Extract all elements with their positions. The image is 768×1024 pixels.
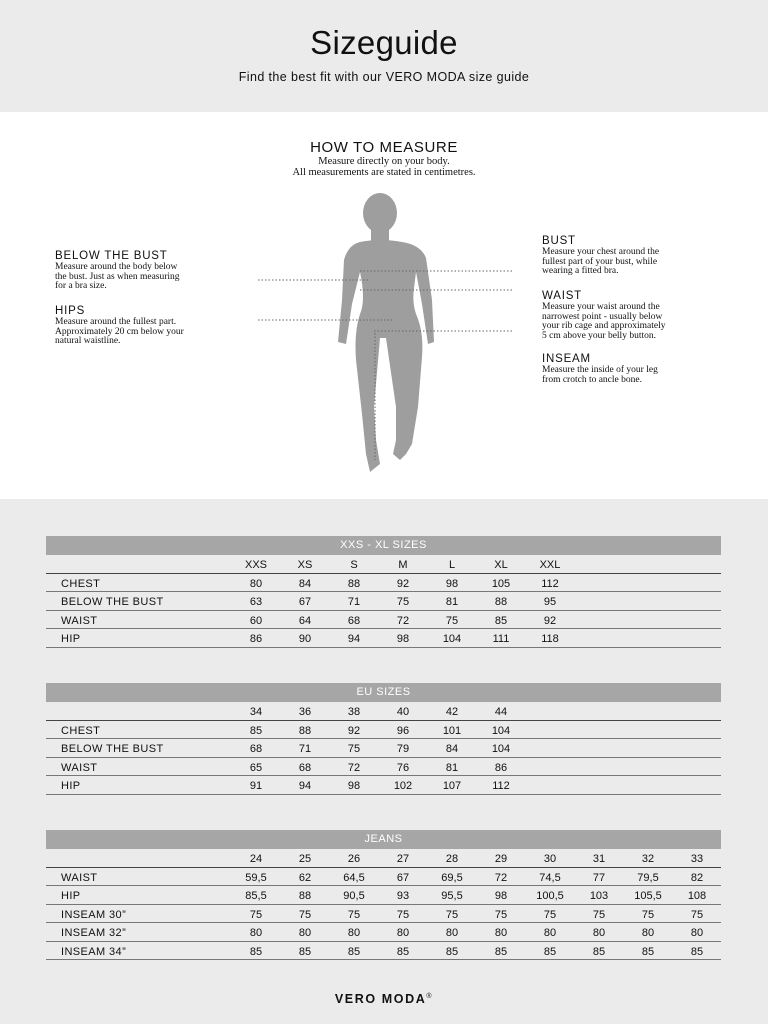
hips-title: HIPS	[55, 305, 86, 317]
table-cell: 85	[494, 945, 508, 958]
table-row	[46, 776, 721, 795]
table-cell: 85	[445, 945, 459, 958]
table-cell: 72	[494, 871, 508, 884]
how-to-measure-intro	[0, 156, 768, 178]
how-to-measure-title: HOW TO MEASURE	[310, 139, 458, 156]
size-header-cell: 31	[592, 853, 606, 865]
table-cell: 85	[249, 724, 263, 737]
table-row	[46, 629, 721, 648]
table-cell: 90	[298, 633, 312, 645]
table-cell: 85	[690, 945, 704, 958]
table-cell: 82	[690, 871, 704, 884]
table-cell: 74,5	[539, 871, 561, 884]
table-cell: 104	[442, 633, 462, 645]
table-cell: 85	[396, 945, 410, 958]
table-cell: 98	[396, 633, 410, 645]
table-cell: 75	[347, 908, 361, 921]
table-cell: 101	[442, 724, 462, 737]
table-cell: 92	[396, 577, 410, 590]
row-label: HIP	[61, 780, 81, 792]
size-header-cell: XS	[297, 559, 313, 571]
table-cell: 104	[491, 724, 511, 737]
bust-title: BUST	[542, 235, 576, 247]
waist-note	[542, 290, 722, 341]
below-bust-note	[55, 250, 235, 292]
row-label: WAIST	[61, 614, 98, 627]
waist-title: WAIST	[542, 290, 582, 302]
size-header-cell: XL	[494, 559, 508, 571]
page-header	[0, 0, 768, 112]
table-cell: 112	[492, 780, 510, 792]
size-header-cell: XXL	[539, 559, 561, 571]
waist-text: Measure your waist around the narrowest point - usually below your rib cage and approximately 5 cm above your belly button.	[542, 302, 666, 341]
body-figure-illustration	[256, 192, 516, 477]
table-cell: 86	[249, 633, 263, 645]
below-bust-text: Measure around the body below the bust. Just as when measuring for a bra size.	[55, 262, 180, 291]
table-cell: 75	[396, 596, 410, 608]
table-cell: 91	[249, 780, 263, 792]
table-cell: 95	[543, 596, 557, 608]
table-cell: 81	[445, 761, 459, 774]
table-row	[46, 868, 721, 887]
table-row	[46, 886, 721, 905]
table-header-row	[46, 555, 721, 574]
brand-footer	[0, 992, 768, 1006]
table-cell: 80	[249, 927, 263, 939]
row-label: CHEST	[61, 577, 101, 590]
table-cell: 95,5	[441, 890, 463, 902]
table-cell: 75	[249, 908, 263, 921]
inseam-text: Measure the inside of your leg from crotch to ancle bone.	[542, 365, 658, 385]
table-cell: 85,5	[245, 890, 267, 902]
intro-line: Measure directly on your body.	[318, 156, 450, 167]
row-label: INSEAM 30”	[61, 908, 127, 921]
table-row	[46, 721, 721, 740]
table-cell: 67	[298, 596, 312, 608]
table-cell: 69,5	[441, 871, 463, 884]
table-cell: 118	[541, 633, 559, 645]
table-cell: 88	[347, 577, 361, 590]
table-cell: 80	[494, 927, 508, 939]
size-header-cell: S	[350, 559, 358, 571]
trademark-symbol: ®	[426, 992, 434, 1000]
table-cell: 76	[396, 761, 410, 774]
table-cell: 80	[445, 927, 459, 939]
brand-logo-text: VERO MODA	[334, 992, 427, 1006]
table-title: JEANS	[46, 830, 721, 849]
table-cell: 71	[298, 743, 312, 755]
table-cell: 96	[396, 724, 410, 737]
table-cell: 92	[543, 614, 557, 627]
table-cell: 85	[249, 945, 263, 958]
size-header-cell: 44	[494, 706, 508, 718]
size-table-jeans	[46, 830, 721, 960]
row-label: BELOW THE BUST	[61, 743, 164, 755]
table-cell: 62	[298, 871, 312, 884]
bust-note	[542, 235, 722, 277]
table-cell: 72	[347, 761, 361, 774]
page-subtitle: Find the best fit with our VERO MODA size guide	[238, 70, 530, 84]
table-cell: 85	[347, 945, 361, 958]
size-header-cell: 24	[249, 853, 263, 865]
table-cell: 59,5	[245, 871, 267, 884]
table-cell: 85	[641, 945, 655, 958]
table-cell: 75	[298, 908, 312, 921]
table-cell: 75	[543, 908, 557, 921]
size-header-cell: 34	[249, 706, 263, 718]
row-label: INSEAM 34”	[61, 945, 127, 958]
table-row	[46, 942, 721, 961]
table-cell: 94	[298, 780, 312, 792]
table-cell: 75	[396, 908, 410, 921]
table-cell: 100,5	[536, 890, 564, 902]
how-to-measure-section	[0, 112, 768, 499]
table-cell: 94	[347, 633, 361, 645]
table-cell: 67	[396, 871, 410, 884]
size-header-cell: 27	[396, 853, 410, 865]
size-table-eu	[46, 683, 721, 795]
size-header-cell: 38	[347, 706, 361, 718]
table-cell: 88	[298, 724, 312, 737]
table-cell: 98	[347, 780, 361, 792]
below-bust-title: BELOW THE BUST	[55, 250, 168, 262]
inseam-note	[542, 353, 722, 385]
table-cell: 86	[494, 761, 508, 774]
table-cell: 88	[298, 890, 312, 902]
table-row	[46, 611, 721, 630]
size-header-cell: 40	[396, 706, 410, 718]
table-cell: 111	[492, 633, 510, 645]
size-header-cell: L	[448, 559, 456, 571]
row-label: HIP	[61, 633, 81, 645]
table-cell: 81	[445, 596, 459, 608]
table-cell: 112	[541, 577, 559, 590]
size-header-cell: M	[398, 559, 408, 571]
table-cell: 65	[249, 761, 263, 774]
table-cell: 102	[393, 780, 413, 792]
table-cell: 68	[347, 614, 361, 627]
table-cell: 75	[445, 614, 459, 627]
table-row	[46, 758, 721, 777]
table-cell: 88	[494, 596, 508, 608]
size-table-xxs-xl	[46, 536, 721, 648]
table-row	[46, 739, 721, 758]
table-cell: 60	[249, 614, 263, 627]
size-header-cell: 25	[298, 853, 312, 865]
size-header-cell: 30	[543, 853, 557, 865]
bust-text: Measure your chest around the fullest part of your bust, while wearing a fitted bra.	[542, 247, 660, 276]
table-cell: 68	[298, 761, 312, 774]
table-cell: 103	[589, 890, 609, 902]
table-cell: 80	[396, 927, 410, 939]
table-cell: 85	[494, 614, 508, 627]
row-label: WAIST	[61, 761, 98, 774]
hips-note	[55, 305, 235, 347]
size-header-cell: 42	[445, 706, 459, 718]
table-row	[46, 592, 721, 611]
table-cell: 64	[298, 614, 312, 627]
table-cell: 75	[592, 908, 606, 921]
page-title: Sizeguide	[310, 24, 458, 61]
intro-line: All measurements are stated in centimetres.	[292, 167, 476, 178]
row-label: INSEAM 32”	[61, 927, 127, 939]
table-cell: 93	[396, 890, 410, 902]
size-header-cell: 29	[494, 853, 508, 865]
table-cell: 98	[494, 890, 508, 902]
table-cell: 85	[298, 945, 312, 958]
table-cell: 75	[494, 908, 508, 921]
table-title: EU SIZES	[46, 683, 721, 702]
table-row	[46, 574, 721, 593]
table-cell: 71	[347, 596, 361, 608]
table-header-row	[46, 849, 721, 868]
table-cell: 79	[396, 743, 410, 755]
table-cell: 80	[690, 927, 704, 939]
row-label: WAIST	[61, 871, 98, 884]
inseam-title: INSEAM	[542, 353, 591, 365]
table-cell: 68	[249, 743, 263, 755]
table-cell: 84	[298, 577, 312, 590]
table-cell: 104	[491, 743, 511, 755]
table-cell: 80	[592, 927, 606, 939]
row-label: BELOW THE BUST	[61, 596, 164, 608]
table-cell: 64,5	[343, 871, 365, 884]
table-cell: 77	[592, 871, 606, 884]
size-header-cell: 33	[690, 853, 704, 865]
table-cell: 80	[641, 927, 655, 939]
table-cell: 107	[442, 780, 462, 792]
table-cell: 92	[347, 724, 361, 737]
table-cell: 105,5	[634, 890, 662, 902]
table-row	[46, 923, 721, 942]
size-header-cell: 32	[641, 853, 655, 865]
table-cell: 80	[298, 927, 312, 939]
table-title: XXS - XL SIZES	[46, 536, 721, 555]
size-header-cell: 28	[445, 853, 459, 865]
hips-text: Measure around the fullest part. Approximately 20 cm below your natural waistline.	[55, 317, 184, 346]
size-header-cell: 26	[347, 853, 361, 865]
table-cell: 75	[690, 908, 704, 921]
table-cell: 75	[347, 743, 361, 755]
table-cell: 85	[592, 945, 606, 958]
table-cell: 75	[445, 908, 459, 921]
body-silhouette	[338, 193, 434, 472]
table-cell: 105	[491, 577, 511, 590]
table-cell: 98	[445, 577, 459, 590]
table-cell: 80	[249, 577, 263, 590]
table-cell: 85	[543, 945, 557, 958]
table-row	[46, 905, 721, 924]
size-header-cell: XXS	[244, 559, 267, 571]
table-cell: 80	[543, 927, 557, 939]
row-label: CHEST	[61, 724, 101, 737]
size-header-cell: 36	[298, 706, 312, 718]
table-cell: 75	[641, 908, 655, 921]
table-cell: 108	[687, 890, 707, 902]
table-header-row	[46, 702, 721, 721]
table-cell: 72	[396, 614, 410, 627]
table-cell: 63	[249, 596, 263, 608]
table-cell: 90,5	[343, 890, 365, 902]
table-cell: 80	[347, 927, 361, 939]
table-cell: 79,5	[637, 871, 659, 884]
table-cell: 84	[445, 743, 459, 755]
row-label: HIP	[61, 890, 81, 902]
